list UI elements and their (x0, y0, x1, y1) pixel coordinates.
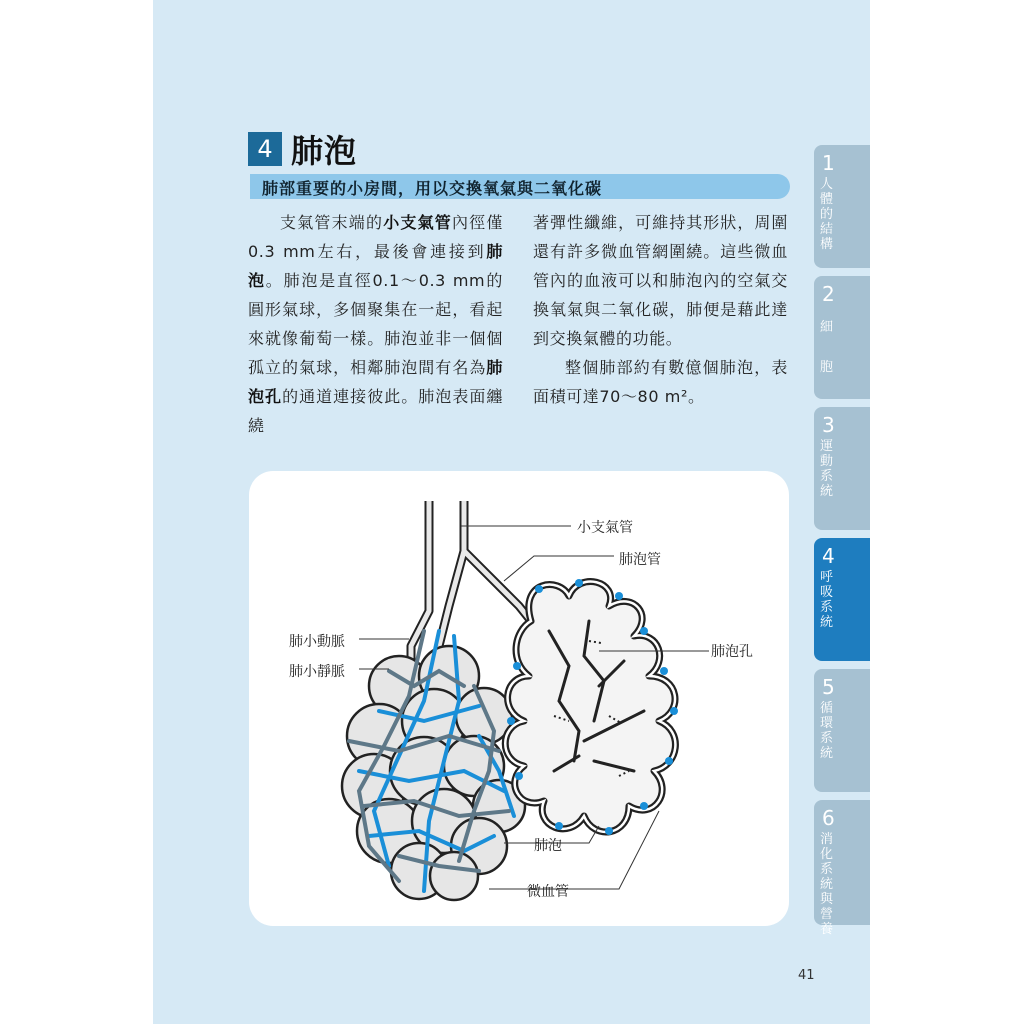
label-alveolar-duct: 肺泡管 (619, 552, 661, 568)
tab-chapter-4[interactable] (814, 538, 870, 661)
label-pulmonary-arteriole: 肺小動脈 (289, 634, 345, 650)
paragraph: 著彈性纖維，可維持其形狀，周圍還有許多微血管網圍繞。這些微血管內的血液可以和肺泡內的空氣交換氧氣與二氧化碳，肺便是藉此達到交換氣體的功能。 (533, 213, 788, 348)
tab-label: 運動系統 (820, 439, 834, 499)
tab-number: 1 (822, 151, 835, 175)
text-column-left (248, 208, 503, 440)
tab-label: 人體的結構 (820, 177, 834, 252)
tab-chapter-6[interactable] (814, 800, 870, 937)
tab-chapter-2[interactable] (814, 276, 870, 399)
page-number: 41 (798, 968, 815, 983)
tab-number: 4 (822, 544, 835, 568)
text-column-right (533, 208, 788, 411)
label-capillary: 微血管 (527, 884, 569, 900)
tab-label: 消化系統與營養 (820, 832, 834, 937)
alveoli-illustration (249, 471, 789, 926)
subtitle-bar (250, 174, 790, 199)
label-pulmonary-venule: 肺小靜脈 (289, 664, 345, 680)
tab-number: 3 (822, 413, 835, 437)
label-alveolus: 肺泡 (534, 838, 562, 854)
tab-chapter-5[interactable] (814, 669, 870, 792)
label-bronchiole: 小支氣管 (577, 520, 633, 536)
section-subtitle: 肺部重要的小房間，用以交換氧氣與二氧化碳 (262, 179, 603, 198)
tab-label: 呼吸系統 (820, 570, 834, 630)
text-run: 支氣管末端的 (280, 213, 384, 232)
tab-chapter-1[interactable] (814, 145, 870, 268)
text-run: 內徑僅0.3 mm左右，最後會連接到 (248, 213, 503, 261)
tab-number: 5 (822, 675, 835, 699)
section-heading (248, 126, 357, 172)
keyword-alveolus: 肺泡 (248, 242, 503, 290)
section-title: 肺泡 (291, 132, 358, 170)
tab-number: 6 (822, 806, 835, 830)
label-alveolar-pore: 肺泡孔 (711, 644, 753, 660)
tab-label: 循環系統 (820, 701, 834, 761)
section-number-badge: 4 (248, 132, 282, 166)
paragraph (248, 208, 503, 440)
keyword-bronchiole: 小支氣管 (383, 213, 452, 232)
paragraph: 整個肺部約有數億個肺泡，表面積可達70～80 m²。 (533, 358, 788, 406)
tab-number: 2 (822, 282, 835, 306)
text-run: 。肺泡是直徑0.1～0.3 mm的圓形氣球，多個聚集在一起，看起來就像葡萄一樣。肺泡並非一個個孤立的氣球，相鄰肺泡間有名為 (248, 271, 503, 377)
alveoli-figure (249, 471, 789, 926)
chapter-tabs (814, 0, 870, 1024)
tab-label: 細胞 (820, 320, 834, 375)
text-run: 的通道連接彼此。肺泡表面纏繞 (248, 387, 503, 435)
tab-chapter-3[interactable] (814, 407, 870, 530)
keyword-alveolar-pore: 肺泡孔 (248, 358, 503, 406)
